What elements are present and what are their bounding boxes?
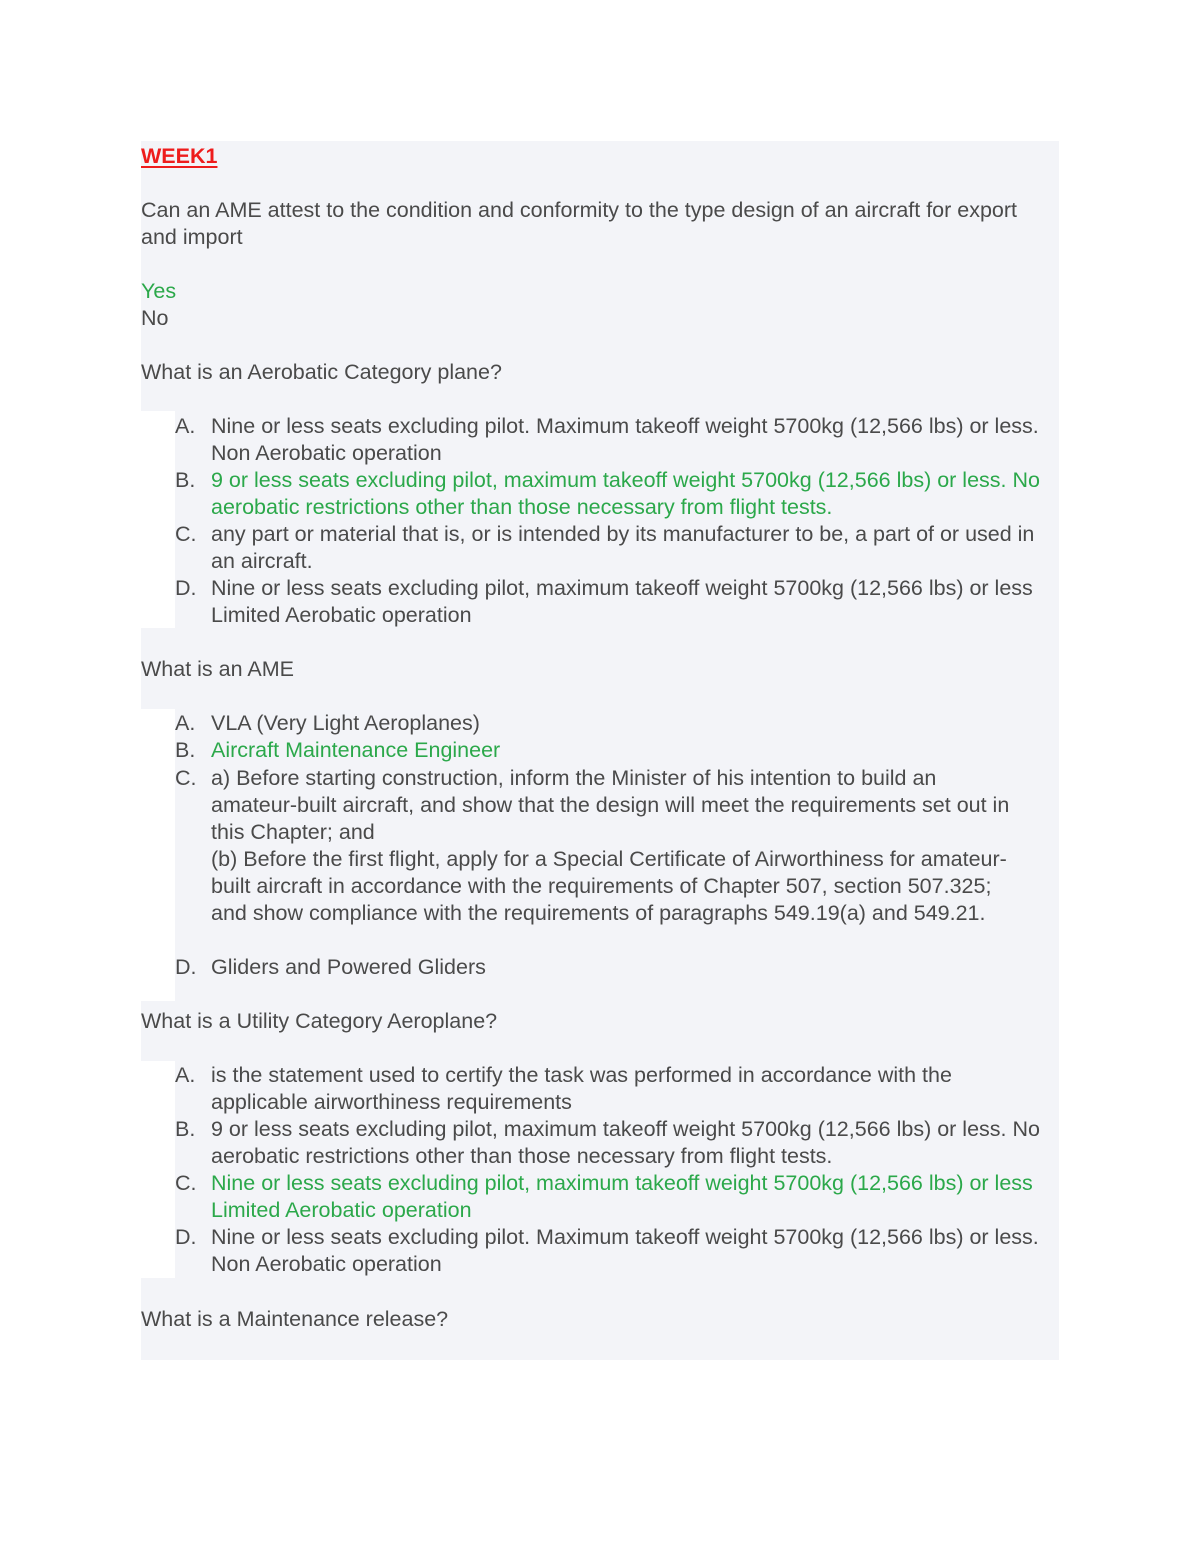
question-1: Can an AME attest to the condition and conformity to the type design of an aircraft for export and import bbox=[141, 198, 1018, 250]
q3-option-c-letter: C. bbox=[175, 766, 197, 790]
q2-option-a: Nine or less seats excluding pilot. Maximum takeoff weight 5700kg (12,566 lbs) or less. Non Aerobatic operation bbox=[211, 414, 1039, 466]
q2-option-c-letter: C. bbox=[175, 522, 197, 546]
q3-option-a: VLA (Very Light Aeroplanes) bbox=[211, 711, 480, 735]
question-5: What is a Maintenance release? bbox=[141, 1307, 449, 1331]
q4-option-a: is the statement used to certify the task was performed in accordance with the applicable airworthiness requirements bbox=[211, 1063, 952, 1115]
q2-option-b-letter: B. bbox=[175, 468, 196, 492]
q4-option-c: Nine or less seats excluding pilot, maximum takeoff weight 5700kg (12,566 lbs) or less Limited Aerobatic operation bbox=[211, 1171, 1033, 1223]
q4-option-d: Nine or less seats excluding pilot. Maximum takeoff weight 5700kg (12,566 lbs) or less. Non Aerobatic operation bbox=[211, 1225, 1039, 1277]
q3-option-d: Gliders and Powered Gliders bbox=[211, 955, 486, 979]
q1-option-yes: Yes bbox=[141, 279, 177, 303]
q4-option-a-letter: A. bbox=[175, 1063, 196, 1087]
q3-option-d-letter: D. bbox=[175, 955, 197, 979]
q4-option-c-letter: C. bbox=[175, 1171, 197, 1195]
q3-option-a-letter: A. bbox=[175, 711, 196, 735]
document-page bbox=[141, 141, 1059, 1360]
question-4: What is a Utility Category Aeroplane? bbox=[141, 1009, 498, 1033]
q3-option-b: Aircraft Maintenance Engineer bbox=[211, 738, 501, 762]
question-2: What is an Aerobatic Category plane? bbox=[141, 360, 502, 384]
q3-option-c: a) Before starting construction, inform the Minister of his intention to build an amateur-built aircraft, and show that the design will meet the requirements set out in this Chapter; and bbox=[211, 766, 1010, 845]
q2-option-a-letter: A. bbox=[175, 414, 196, 438]
q1-option-no: No bbox=[141, 306, 169, 330]
q4-option-d-letter: D. bbox=[175, 1225, 197, 1249]
q2-option-c: any part or material that is, or is intended by its manufacturer to be, a part of or used in an aircraft. bbox=[211, 522, 1035, 574]
q2-option-d: Nine or less seats excluding pilot, maximum takeoff weight 5700kg (12,566 lbs) or less Limited Aerobatic operation bbox=[211, 576, 1033, 628]
question-3: What is an AME bbox=[141, 657, 294, 681]
q4-option-b: 9 or less seats excluding pilot, maximum takeoff weight 5700kg (12,566 lbs) or less. No aerobatic restrictions other than those necessary from flight tests. bbox=[211, 1117, 1040, 1169]
q2-option-b: 9 or less seats excluding pilot, maximum takeoff weight 5700kg (12,566 lbs) or less. No aerobatic restrictions other than those necessary from flight tests. bbox=[211, 468, 1040, 520]
q3-option-b-letter: B. bbox=[175, 738, 196, 762]
q4-option-b-letter: B. bbox=[175, 1117, 196, 1141]
page-heading: WEEK1 bbox=[141, 144, 218, 168]
q2-option-d-letter: D. bbox=[175, 576, 197, 600]
q3-option-c-part-b: (b) Before the first flight, apply for a Special Certificate of Airworthiness for amateur-built aircraft in accordance with the requirements of Chapter 507, section 507.325; and show compliance with the requirements of paragraphs 549.19(a) and 549.21. bbox=[211, 847, 1007, 926]
